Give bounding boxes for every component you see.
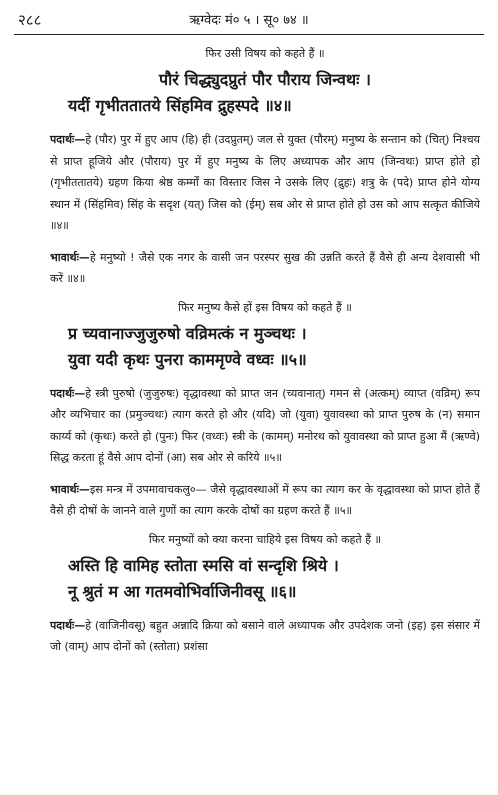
verse-line: पौरं चिद्ध्युदप्रुतं पौर पौराय जिन्वथः ।	[158, 70, 371, 89]
bhavartha-label: भावार्थः—	[50, 482, 90, 496]
padartha-label: पदार्थः—	[50, 133, 86, 146]
verse-line: प्र च्यवानाज्जुजुरुषो वव्रिमत्कं न मुञ्चथः ।	[68, 323, 307, 343]
mantra-section-5	[50, 300, 480, 522]
page-body	[50, 42, 480, 658]
padartha-paragraph	[50, 129, 480, 237]
padartha-paragraph	[50, 383, 480, 469]
section-intro: फिर उसी विषय को कहते हैं ॥	[205, 47, 325, 60]
section-intro: फिर मनुष्य कैसे हों इस विषय को कहते हैं ॥	[178, 300, 352, 314]
page-header	[18, 6, 480, 32]
header-rule	[14, 34, 484, 35]
padartha-text: हे (वाजिनीवसू) बहुत अन्नादि क्रिया को बसाने वाले अध्यापक और उपदेशक जनो (इह) इस संसार में जो (वाम्) आप दोनों को (स्तोता) प्रशंसा	[50, 618, 480, 653]
bhavartha-paragraph	[50, 479, 480, 522]
mantra-section-4	[50, 46, 480, 290]
bhavartha-text: हे मनुष्यो ! जैसे एक नगर के वासी जन परस्पर सुख की उन्नति करते हैं वैसे ही अन्य देशवासी भी करें ॥४॥	[50, 250, 480, 285]
verse-line: यदीं गृभीततातये सिंहमिव द्रुहस्पदे ॥४॥	[68, 96, 292, 115]
bhavartha-label: भावार्थः—	[50, 250, 90, 264]
mantra-section-6	[50, 532, 480, 658]
section-intro: फिर मनुष्यों को क्या करना चाहिये इस विषय को कहते हैं ॥	[148, 532, 382, 546]
bhavartha-paragraph	[50, 247, 480, 290]
padartha-text: हे स्त्री पुरुषो (जुजुरुषः) वृद्धावस्था को प्राप्त जन (च्यवानात्) गमन से (अत्कम्) व्याप्त (वव्रिम्) रूप और व्यभिचार का (प्रमुञ्चथः) त्याग करते हो और (यदि) जो (युवा) युवावस्था को प्राप्त पुरुष के (न) समान कार्य्य को (कृथः) करते हो (पुनः) फिर (वध्वः) स्त्री के (कामम्) मनोरथ को युवावस्था को प्राप्त हुआ मैं (ऋण्वे) सिद्ध करता हूं वैसे आप दोनों (आ) सब ओर से करिये ॥५॥	[50, 386, 480, 464]
page-number: २८८	[18, 11, 42, 29]
padartha-label: पदार्थः—	[50, 386, 86, 400]
bhavartha-text: इस मन्त्र में उपमावाचकलु०— जैसे वृद्धावस्थाओं में रूप का त्याग कर के वृद्धावस्था को प्राप्त होते हैं वैसे ही दोषों के जानने वाले गुणों का त्याग करके दोषों का ग्रहण करते हैं ॥५॥	[50, 482, 480, 517]
padartha-paragraph	[50, 615, 480, 658]
verse-line: युवा यदी कृथः पुनरा काममृण्वे वध्वः ॥५॥	[68, 349, 307, 369]
verse-line: नू श्रुतं म आ गतमवोभिर्वाजिनीवसू ॥६॥	[68, 581, 297, 601]
padartha-text: हे (पौर) पुर में हुए आप (हि) ही (उदप्रुतम्) जल से युक्त (पौरम्) मनुष्य के सन्तान को (चित्) निश्चय से प्राप्त हूजिये और (पौराय) पुर में हुए मनुष्य के लिए अध्यापक और आप (जिन्वथः) प्राप्त होते हो (गृभीततातये) ग्रहण किया श्रेष्ठ कर्म्मों का विस्तार जिस ने उसके लिए (द्रुहः) शत्रु के (पदे) प्राप्त होने योग्य स्थान में (सिंहमिव) सिंह के सदृश (यत्) जिस को (ईम्) सब ओर से प्राप्त होते हो उस को आप सत्कृत कीजिये ॥४॥	[50, 133, 480, 232]
padartha-label: पदार्थः—	[50, 618, 86, 632]
running-title: ऋग्वेदः मं० ५ । सू० ७४ ॥	[189, 13, 309, 28]
verse-line: अस्ति हि वामिह स्तोता स्मसि वां सन्दृशि श्रिये ।	[68, 555, 339, 575]
